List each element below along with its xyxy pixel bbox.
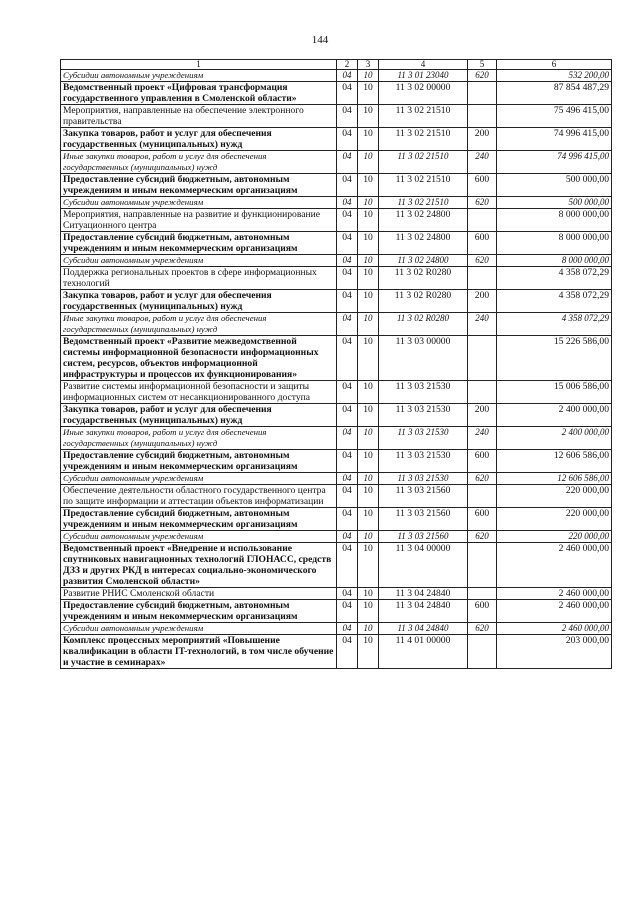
row-subsection-cell: 10 [358,450,379,473]
row-target-code-cell: 11 3 02 24800 [379,232,468,255]
row-subsection-cell: 10 [358,174,379,197]
row-expense-type-cell [468,336,497,381]
table-row [61,473,612,485]
row-amount-cell: 4 358 072,29 [497,267,612,290]
row-section-cell: 04 [337,128,358,151]
row-subsection-cell: 10 [358,313,379,336]
row-section-cell: 04 [337,105,358,128]
table-row [61,174,612,197]
row-name-cell: Субсидии автономным учреждениям [61,197,337,209]
row-subsection-cell: 10 [358,290,379,313]
row-name-cell: Поддержка региональных проектов в сфере информационных технологий [61,267,337,290]
row-target-code-cell: 11 3 03 21530 [379,473,468,485]
table-row [61,105,612,128]
row-section-cell: 04 [337,290,358,313]
row-section-cell: 04 [337,450,358,473]
row-section-cell: 04 [337,151,358,174]
row-name-cell: Субсидии автономным учреждениям [61,70,337,82]
row-expense-type-cell [468,485,497,508]
row-name-cell: Предоставление субсидий бюджетным, автономным учреждениям и иным некоммерческим организациям [61,450,337,473]
table-row [61,82,612,105]
row-target-code-cell: 11 3 02 24800 [379,255,468,267]
row-subsection-cell: 10 [358,255,379,267]
row-section-cell: 04 [337,232,358,255]
row-subsection-cell: 10 [358,588,379,600]
header-col-1: 1 [61,60,337,70]
row-subsection-cell: 10 [358,623,379,635]
row-amount-cell: 74 996 415,00 [497,128,612,151]
row-name-cell: Обеспечение деятельности областного государственного центра по защите информации и аттестации объектов информатизации [61,485,337,508]
row-section-cell: 04 [337,174,358,197]
row-subsection-cell: 10 [358,209,379,232]
row-name-cell: Закупка товаров, работ и услуг для обеспечения государственных (муниципальных) нужд [61,404,337,427]
row-name-cell: Мероприятия, направленные на обеспечение электронного правительства [61,105,337,128]
row-name-cell: Предоставление субсидий бюджетным, автономным учреждениям и иным некоммерческим организациям [61,600,337,623]
row-section-cell: 04 [337,473,358,485]
row-section-cell: 04 [337,82,358,105]
row-subsection-cell: 10 [358,404,379,427]
row-expense-type-cell: 620 [468,623,497,635]
row-target-code-cell: 11 3 03 21530 [379,404,468,427]
row-section-cell: 04 [337,197,358,209]
row-target-code-cell: 11 3 04 24840 [379,600,468,623]
row-name-cell: Субсидии автономным учреждениям [61,255,337,267]
row-section-cell: 04 [337,404,358,427]
row-section-cell: 04 [337,600,358,623]
row-expense-type-cell [468,588,497,600]
table-row [61,151,612,174]
table-row [61,600,612,623]
header-col-5: 5 [468,60,497,70]
row-section-cell: 04 [337,255,358,267]
row-section-cell: 04 [337,635,358,669]
row-target-code-cell: 11 3 04 24840 [379,588,468,600]
row-expense-type-cell: 600 [468,508,497,531]
row-section-cell: 04 [337,485,358,508]
row-section-cell: 04 [337,336,358,381]
row-subsection-cell: 10 [358,531,379,543]
row-expense-type-cell: 620 [468,70,497,82]
row-name-cell: Субсидии автономным учреждениям [61,473,337,485]
row-section-cell: 04 [337,531,358,543]
row-target-code-cell: 11 3 02 21510 [379,151,468,174]
row-subsection-cell: 10 [358,151,379,174]
row-expense-type-cell: 200 [468,290,497,313]
row-section-cell: 04 [337,313,358,336]
row-amount-cell: 12 606 586,00 [497,473,612,485]
row-amount-cell: 8 000 000,00 [497,232,612,255]
row-target-code-cell: 11 3 02 21510 [379,197,468,209]
row-section-cell: 04 [337,381,358,404]
row-name-cell: Мероприятия, направленные на развитие и функционирование Ситуационного центра [61,209,337,232]
table-row [61,485,612,508]
row-expense-type-cell [468,543,497,588]
row-expense-type-cell: 600 [468,600,497,623]
row-amount-cell: 220 000,00 [497,485,612,508]
row-target-code-cell: 11 3 04 24840 [379,623,468,635]
row-name-cell: Закупка товаров, работ и услуг для обеспечения государственных (муниципальных) нужд [61,290,337,313]
row-amount-cell: 2 460 000,00 [497,600,612,623]
row-name-cell: Иные закупки товаров, работ и услуг для обеспечения государственных (муниципальных) нужд [61,151,337,174]
row-amount-cell: 12 606 586,00 [497,450,612,473]
row-expense-type-cell [468,635,497,669]
row-name-cell: Ведомственный проект «Развитие межведомственной системы информационной безопасности информационных систем, ресурсов, объектов информационной инфраструктуры и процессов их функционирования» [61,336,337,381]
row-amount-cell: 2 460 000,00 [497,588,612,600]
row-expense-type-cell [468,267,497,290]
row-name-cell: Ведомственный проект «Внедрение и использование спутниковых навигационных технологий ГЛОНАСС, средств ДЗЗ и других РКД в интересах социально-экономического развития Смоленской области» [61,543,337,588]
table-row [61,508,612,531]
row-expense-type-cell: 620 [468,473,497,485]
row-expense-type-cell [468,105,497,128]
table-row [61,588,612,600]
row-subsection-cell: 10 [358,508,379,531]
table-row [61,427,612,450]
row-amount-cell: 220 000,00 [497,508,612,531]
row-target-code-cell: 11 3 04 00000 [379,543,468,588]
row-target-code-cell: 11 3 02 24800 [379,209,468,232]
table-row [61,197,612,209]
header-col-2: 2 [337,60,358,70]
row-name-cell: Развитие системы информационной безопасности и защиты информационных систем от несанкционированного доступа [61,381,337,404]
row-name-cell: Иные закупки товаров, работ и услуг для обеспечения государственных (муниципальных) нужд [61,427,337,450]
row-name-cell: Субсидии автономным учреждениям [61,623,337,635]
table-row [61,232,612,255]
row-name-cell: Ведомственный проект «Цифровая трансформация государственного управления в Смоленской области» [61,82,337,105]
row-amount-cell: 15 006 586,00 [497,381,612,404]
header-col-3: 3 [358,60,379,70]
row-section-cell: 04 [337,588,358,600]
table-row [61,209,612,232]
row-amount-cell: 500 000,00 [497,197,612,209]
row-subsection-cell: 10 [358,128,379,151]
row-expense-type-cell: 600 [468,232,497,255]
row-subsection-cell: 10 [358,427,379,450]
row-target-code-cell: 11 3 02 R0280 [379,313,468,336]
row-target-code-cell: 11 4 01 00000 [379,635,468,669]
row-amount-cell: 4 358 072,29 [497,313,612,336]
row-amount-cell: 74 996 415,00 [497,151,612,174]
row-subsection-cell: 10 [358,105,379,128]
row-name-cell: Предоставление субсидий бюджетным, автономным учреждениям и иным некоммерческим организациям [61,174,337,197]
row-subsection-cell: 10 [358,267,379,290]
row-amount-cell: 4 358 072,29 [497,290,612,313]
table-row [61,531,612,543]
row-amount-cell: 2 400 000,00 [497,427,612,450]
row-target-code-cell: 11 3 02 21510 [379,105,468,128]
row-expense-type-cell: 600 [468,174,497,197]
row-expense-type-cell: 240 [468,313,497,336]
row-target-code-cell: 11 3 01 23040 [379,70,468,82]
row-subsection-cell: 10 [358,543,379,588]
row-expense-type-cell [468,381,497,404]
row-target-code-cell: 11 3 03 21560 [379,485,468,508]
row-section-cell: 04 [337,508,358,531]
row-target-code-cell: 11 3 03 21530 [379,381,468,404]
table-row [61,313,612,336]
table-row [61,128,612,151]
row-expense-type-cell [468,82,497,105]
row-expense-type-cell: 240 [468,151,497,174]
row-subsection-cell: 10 [358,600,379,623]
row-name-cell: Субсидии автономным учреждениям [61,531,337,543]
row-target-code-cell: 11 3 02 R0280 [379,267,468,290]
row-subsection-cell: 10 [358,336,379,381]
row-target-code-cell: 11 3 02 00000 [379,82,468,105]
table-row [61,635,612,669]
row-expense-type-cell: 600 [468,450,497,473]
row-name-cell: Комплекс процессных мероприятий «Повышение квалификации в области IT-технологий, в том числе обучение и участие в семинарах» [61,635,337,669]
budget-table [60,59,612,669]
row-target-code-cell: 11 3 03 00000 [379,336,468,381]
row-target-code-cell: 11 3 03 21530 [379,450,468,473]
row-subsection-cell: 10 [358,381,379,404]
table-row [61,381,612,404]
row-section-cell: 04 [337,70,358,82]
row-subsection-cell: 10 [358,197,379,209]
row-subsection-cell: 10 [358,635,379,669]
row-name-cell: Предоставление субсидий бюджетным, автономным учреждениям и иным некоммерческим организациям [61,232,337,255]
row-amount-cell: 87 854 487,29 [497,82,612,105]
row-expense-type-cell: 240 [468,427,497,450]
row-amount-cell: 8 000 000,00 [497,255,612,267]
row-section-cell: 04 [337,543,358,588]
row-amount-cell: 532 200,00 [497,70,612,82]
row-section-cell: 04 [337,209,358,232]
row-subsection-cell: 10 [358,473,379,485]
page-number: 144 [311,34,329,46]
row-subsection-cell: 10 [358,70,379,82]
table-row [61,450,612,473]
table-row [61,623,612,635]
row-target-code-cell: 11 3 02 R0280 [379,290,468,313]
table-row [61,267,612,290]
table-body [61,70,612,669]
row-expense-type-cell [468,209,497,232]
row-target-code-cell: 11 3 03 21530 [379,427,468,450]
table-row [61,290,612,313]
row-section-cell: 04 [337,623,358,635]
row-name-cell: Закупка товаров, работ и услуг для обеспечения государственных (муниципальных) нужд [61,128,337,151]
row-expense-type-cell: 620 [468,531,497,543]
row-amount-cell: 500 000,00 [497,174,612,197]
row-expense-type-cell: 620 [468,197,497,209]
row-target-code-cell: 11 3 02 21510 [379,174,468,197]
row-target-code-cell: 11 3 03 21560 [379,508,468,531]
row-amount-cell: 220 000,00 [497,531,612,543]
row-amount-cell: 2 460 000,00 [497,623,612,635]
row-subsection-cell: 10 [358,232,379,255]
row-subsection-cell: 10 [358,82,379,105]
row-target-code-cell: 11 3 03 21560 [379,531,468,543]
row-amount-cell: 2 460 000,00 [497,543,612,588]
table-row [61,255,612,267]
row-name-cell: Иные закупки товаров, работ и услуг для обеспечения государственных (муниципальных) нужд [61,313,337,336]
row-section-cell: 04 [337,427,358,450]
row-amount-cell: 8 000 000,00 [497,209,612,232]
table-row [61,404,612,427]
table-header-row [61,60,612,70]
row-expense-type-cell: 620 [468,255,497,267]
row-target-code-cell: 11 3 02 21510 [379,128,468,151]
row-expense-type-cell: 200 [468,404,497,427]
row-amount-cell: 203 000,00 [497,635,612,669]
table-row [61,336,612,381]
row-name-cell: Предоставление субсидий бюджетным, автономным учреждениям и иным некоммерческим организациям [61,508,337,531]
row-expense-type-cell: 200 [468,128,497,151]
row-amount-cell: 75 496 415,00 [497,105,612,128]
row-name-cell: Развитие РНИС Смоленской области [61,588,337,600]
header-col-6: 6 [497,60,612,70]
header-col-4: 4 [379,60,468,70]
table-row [61,70,612,82]
row-subsection-cell: 10 [358,485,379,508]
row-section-cell: 04 [337,267,358,290]
row-amount-cell: 15 226 586,00 [497,336,612,381]
row-amount-cell: 2 400 000,00 [497,404,612,427]
table-row [61,543,612,588]
